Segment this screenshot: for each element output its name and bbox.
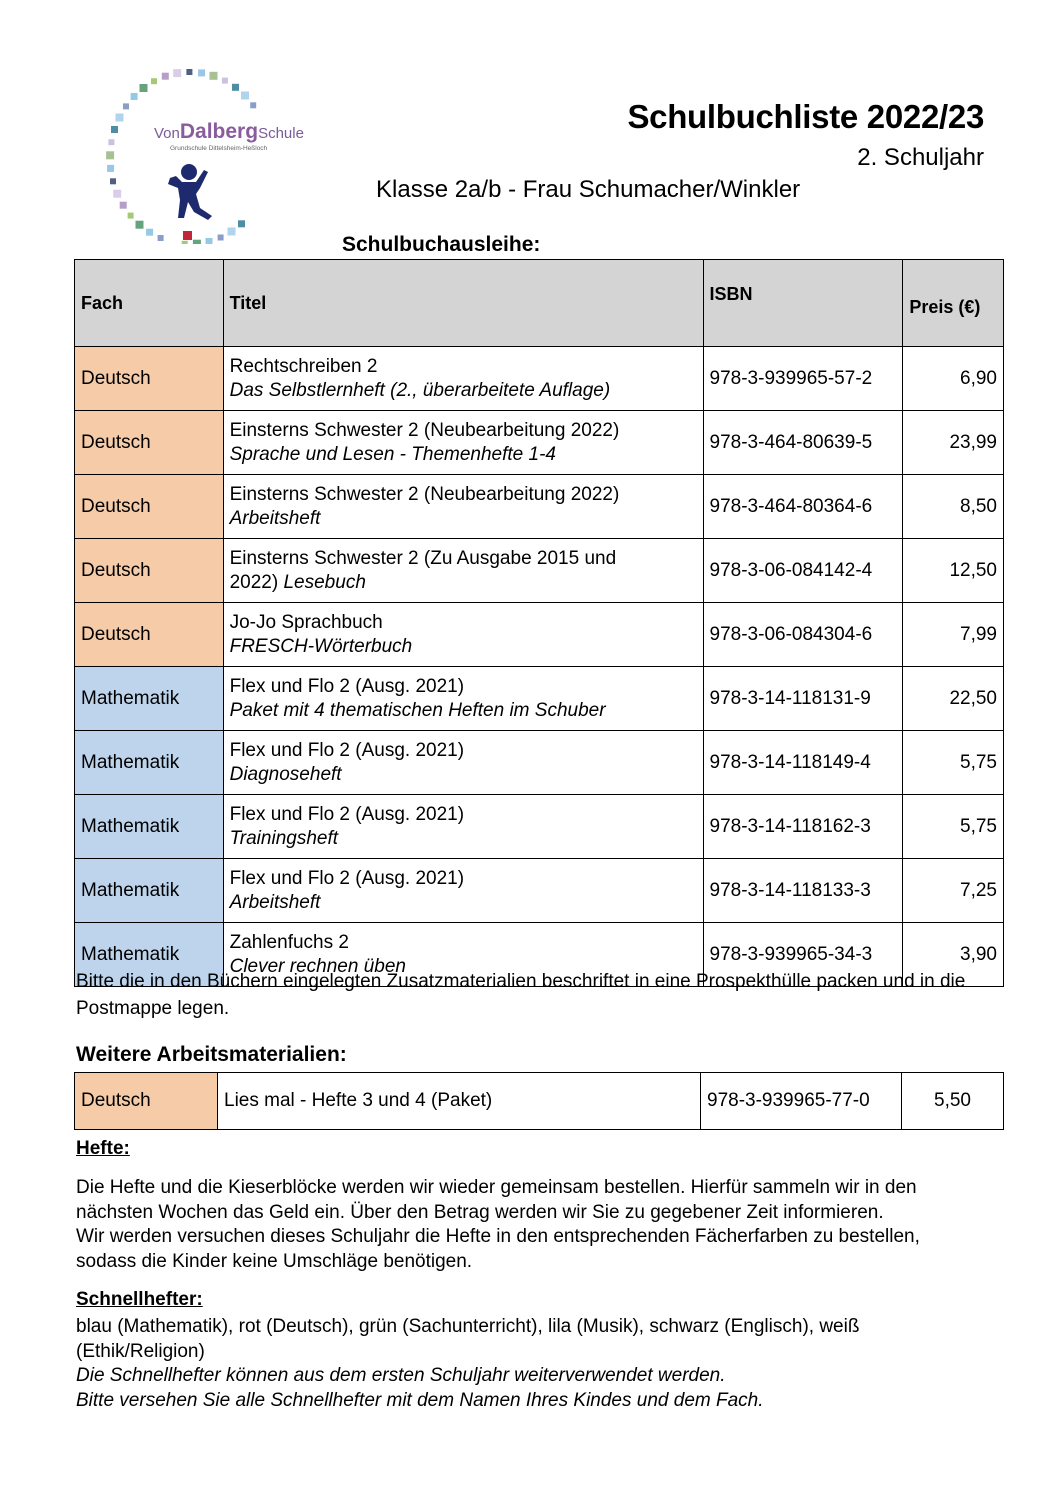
- document-title: Schulbuchliste 2022/23: [627, 98, 984, 135]
- schnellhefter-text: [76, 1315, 956, 1413]
- cell-titel: [223, 731, 703, 795]
- col-header-titel: Titel: [223, 260, 703, 347]
- table-row: [75, 667, 1004, 731]
- cell-fach: Deutsch: [75, 347, 224, 411]
- cell-titel: [223, 667, 703, 731]
- title-line-2: Diagnoseheft: [229, 763, 342, 785]
- cell-isbn: 978-3-464-80639-5: [703, 411, 903, 475]
- hefte-text: [76, 1176, 976, 1274]
- table-row: [75, 539, 1004, 603]
- cell-fach: Deutsch: [75, 603, 224, 667]
- cell-titel: [223, 475, 703, 539]
- cell-preis: 7,99: [903, 603, 1004, 667]
- heading-hefte: Hefte:: [76, 1138, 130, 1159]
- schnellhefter-colors: blau (Mathematik), rot (Deutsch), grün (Sachunterricht), lila (Musik), schwarz (Englisch), weiß (Ethik/Religion): [76, 1316, 860, 1362]
- table-row: [75, 795, 1004, 859]
- cell-isbn: 978-3-939965-34-3: [703, 923, 903, 987]
- svg-text:VonDalbergSchule: VonDalbergSchule: [154, 120, 304, 143]
- cell-titel: [223, 859, 703, 923]
- table-row: [75, 859, 1004, 923]
- cell-isbn: 978-3-14-118131-9: [703, 667, 903, 731]
- cell-isbn: 978-3-14-118162-3: [703, 795, 903, 859]
- table-row: [75, 603, 1004, 667]
- table-row: [75, 411, 1004, 475]
- cell-fach: Deutsch: [75, 1073, 218, 1130]
- class-line: Klasse 2a/b - Frau Schumacher/Winkler: [376, 176, 801, 203]
- cell-fach: Mathematik: [75, 731, 224, 795]
- schnellhefter-note-1: Die Schnellhefter können aus dem ersten Schuljahr weiterverwendet werden.: [76, 1365, 726, 1386]
- hefte-text-2: Wir werden versuchen dieses Schuljahr die Hefte in den entsprechenden Fächerfarben zu bestellen, sodass die Kinder keine Umschläge benötigen.: [76, 1226, 920, 1272]
- title-line-1: Flex und Flo 2 (Ausg. 2021): [229, 675, 465, 697]
- svg-text:Grundschule Dittelsheim-Heßloc: Grundschule Dittelsheim-Heßloch: [170, 145, 268, 152]
- cell-isbn: 978-3-14-118149-4: [703, 731, 903, 795]
- col-header-fach: Fach: [75, 260, 224, 347]
- col-header-preis: Preis (€): [903, 260, 1004, 347]
- title-line-2: Das Selbstlernheft (2., überarbeitete Auflage): [229, 379, 611, 401]
- cell-preis: 6,90: [903, 347, 1004, 411]
- cell-isbn: 978-3-14-118133-3: [703, 859, 903, 923]
- school-year: 2. Schuljahr: [857, 144, 984, 171]
- title-line-2: Clever rechnen üben: [229, 955, 406, 977]
- cell-titel: [223, 795, 703, 859]
- title-line-1: Rechtschreiben 2: [229, 355, 378, 377]
- hefte-text-1: Die Hefte und die Kieserblöcke werden wir wieder gemeinsam bestellen. Hierfür sammeln wir in den nächsten Wochen das Geld ein. Über den Betrag werden wir Sie zu gegebener Zeit informieren.: [76, 1177, 917, 1223]
- cell-preis: 5,75: [903, 795, 1004, 859]
- cell-fach: Mathematik: [75, 667, 224, 731]
- cell-titel: [223, 411, 703, 475]
- cell-fach: Mathematik: [75, 923, 224, 987]
- cell-isbn: 978-3-939965-57-2: [703, 347, 903, 411]
- title-line-1: Einsterns Schwester 2 (Neubearbeitung 2022): [229, 419, 620, 441]
- cell-fach: Mathematik: [75, 795, 224, 859]
- title-line-1: Flex und Flo 2 (Ausg. 2021): [229, 739, 465, 761]
- cell-fach: Mathematik: [75, 859, 224, 923]
- title-line-2: Trainingsheft: [229, 827, 339, 849]
- title-line-2: Sprache und Lesen - Themenhefte 1-4: [229, 443, 556, 465]
- cell-isbn: 978-3-464-80364-6: [703, 475, 903, 539]
- title-line-1: Jo-Jo Sprachbuch: [229, 611, 383, 633]
- title-line-1: Einsterns Schwester 2 (Neubearbeitung 2022): [229, 483, 620, 505]
- cell-isbn: 978-3-06-084142-4: [703, 539, 903, 603]
- cell-titel: [223, 539, 703, 603]
- table-row: [75, 475, 1004, 539]
- book-table: [74, 259, 1004, 987]
- cell-preis: 22,50: [903, 667, 1004, 731]
- cell-preis: 7,25: [903, 859, 1004, 923]
- title-line-2: Arbeitsheft: [229, 507, 321, 529]
- title-line-1: Einsterns Schwester 2 (Zu Ausgabe 2015 und: [229, 547, 617, 569]
- title-line-1: Flex und Flo 2 (Ausg. 2021): [229, 867, 465, 889]
- cell-fach: Deutsch: [75, 475, 224, 539]
- title-line-2: Paket mit 4 thematischen Heften im Schuber: [229, 699, 606, 721]
- cell-preis: 12,50: [903, 539, 1004, 603]
- child-figure-icon: [168, 164, 212, 220]
- heading-schnellhefter: Schnellhefter:: [76, 1289, 203, 1310]
- cell-isbn: 978-3-939965-77-0: [701, 1073, 902, 1130]
- cell-isbn: 978-3-06-084304-6: [703, 603, 903, 667]
- cell-preis: 3,90: [903, 923, 1004, 987]
- col-header-isbn: ISBN: [703, 260, 903, 347]
- section-heading-extra: Weitere Arbeitsmaterialien:: [76, 1043, 347, 1066]
- title-line-1: Flex und Flo 2 (Ausg. 2021): [229, 803, 465, 825]
- schnellhefter-note-2: Bitte versehen Sie alle Schnellhefter mit dem Namen Ihres Kindes und dem Fach.: [76, 1389, 764, 1411]
- title-line-2: 2022) Lesebuch: [229, 571, 366, 593]
- cell-preis: 8,50: [903, 475, 1004, 539]
- cell-titel: [223, 347, 703, 411]
- cell-fach: Deutsch: [75, 411, 224, 475]
- title-line-2: FRESCH-Wörterbuch: [229, 635, 413, 657]
- table-row: [75, 347, 1004, 411]
- extra-materials-table: [74, 1072, 1004, 1130]
- table-row: [75, 731, 1004, 795]
- cell-titel: Lies mal - Hefte 3 und 4 (Paket): [218, 1073, 701, 1130]
- cell-preis: 5,75: [903, 731, 1004, 795]
- table-row: [75, 1073, 1004, 1130]
- cell-preis: 5,50: [902, 1073, 1004, 1130]
- title-line-2: Arbeitsheft: [229, 891, 321, 913]
- school-logo: [80, 66, 326, 244]
- title-line-1: Zahlenfuchs 2: [229, 931, 349, 953]
- cell-fach: Deutsch: [75, 539, 224, 603]
- table-header-row: [75, 260, 1004, 347]
- cell-preis: 23,99: [903, 411, 1004, 475]
- section-heading-loan: Schulbuchausleihe:: [342, 233, 541, 256]
- cell-titel: [223, 603, 703, 667]
- loan-note: Bitte die in den Büchern eingelegten Zusatzmaterialien beschriftet in eine Prospekthülle packen und in die Postmappe legen.: [76, 971, 966, 1019]
